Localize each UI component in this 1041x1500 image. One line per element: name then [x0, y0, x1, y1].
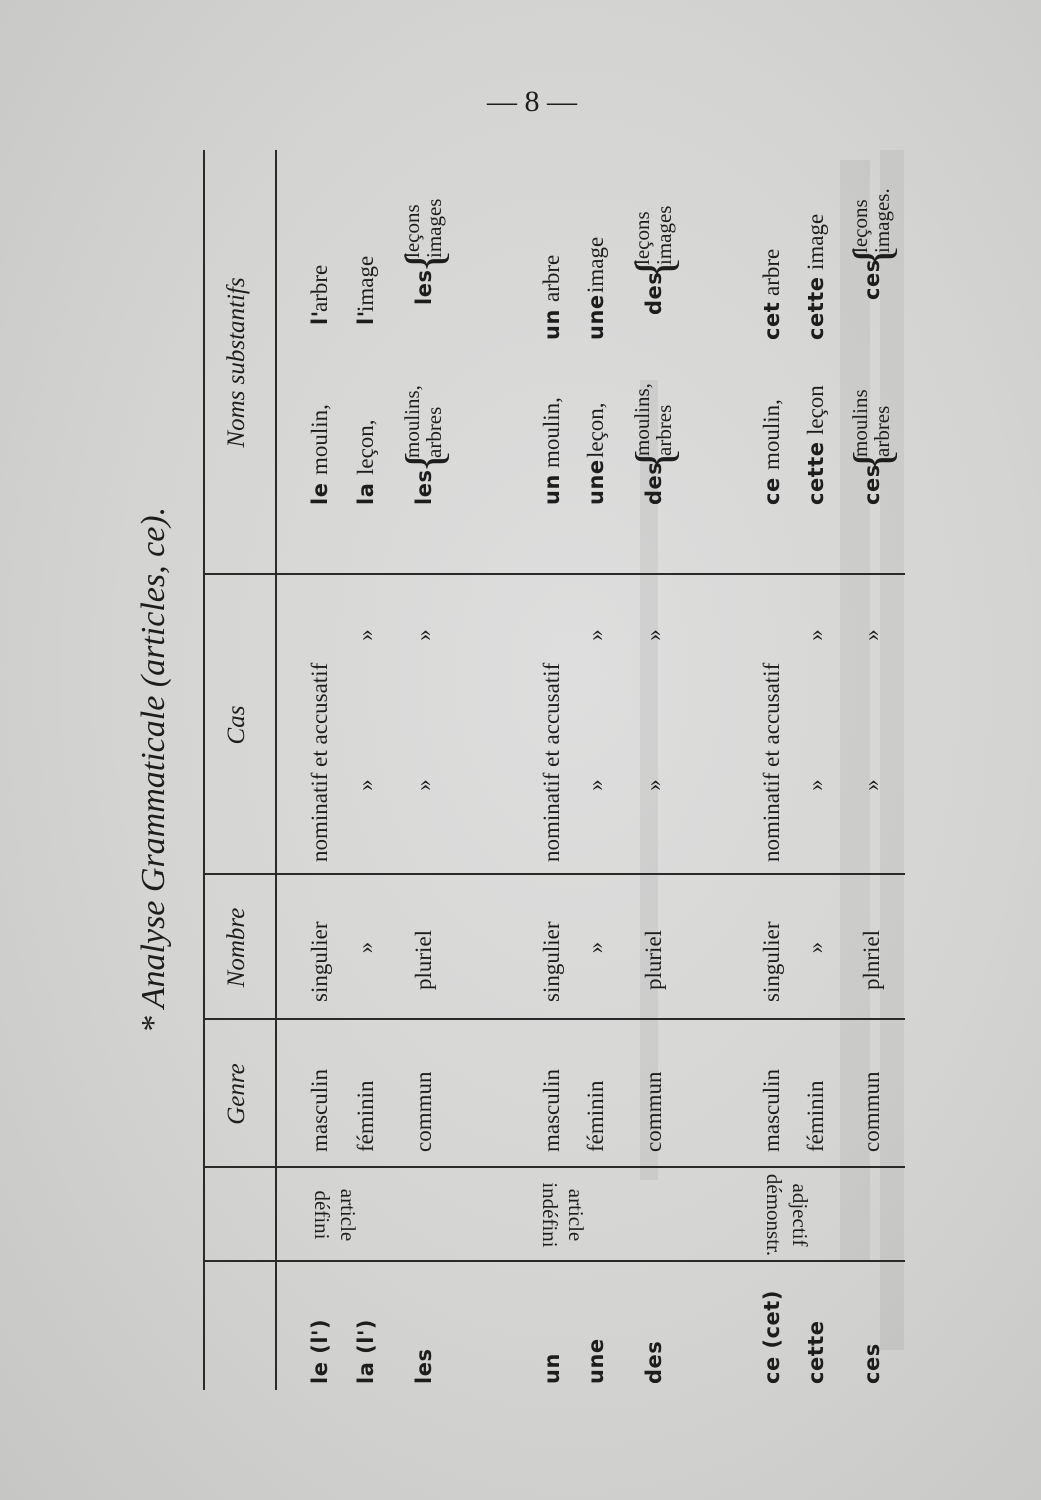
cas-cell: »: [859, 629, 884, 641]
cas-cell: »: [411, 629, 436, 641]
noun1-word: moulin,: [759, 399, 784, 470]
cas-cell: »: [353, 779, 378, 791]
column-rule-1: [203, 1261, 905, 1263]
noun2-plural-stack: [849, 188, 893, 253]
noun1-plural-top: moulins: [848, 389, 872, 457]
cas-cell: »: [859, 779, 884, 791]
noun1-word: leçon,: [353, 419, 378, 475]
genre-cell: commun: [411, 1071, 436, 1152]
nombre-cell: singulier: [307, 921, 332, 1002]
noun2-article: ces: [860, 259, 884, 300]
noun2-plural-bottom: images.: [870, 188, 894, 253]
cas-cell: »: [803, 629, 828, 641]
noun1-word: moulin,: [539, 397, 564, 468]
cas-cell: »: [803, 779, 828, 791]
noun2-word: arbre: [539, 254, 564, 302]
noun2-word: arbre: [759, 248, 784, 296]
article-cell: ces: [860, 1343, 884, 1384]
noun2-article: l': [354, 310, 378, 325]
genre-cell: masculin: [759, 1068, 784, 1152]
noun2-plural-bottom: images: [652, 205, 676, 265]
cas-cell: »: [411, 779, 436, 791]
column-rule-5: [203, 574, 905, 576]
noun1-plural-bottom: arbres: [870, 405, 894, 457]
group-type-line2: démonstr.: [762, 1173, 786, 1257]
noun2-word: image: [583, 236, 608, 293]
nombre-cell: plnriel: [859, 929, 884, 990]
noun2-article: une: [584, 294, 608, 340]
noun2-word: image: [803, 213, 828, 270]
grammar-table: [125, 150, 905, 1390]
cas-cell: »: [641, 629, 666, 641]
column-rule-2: [203, 1167, 905, 1169]
noun2-article: cet: [760, 301, 784, 340]
table-title: * Analyse Grammaticale (articles, ce).: [135, 506, 172, 1034]
noun1-word: leçon,: [583, 402, 608, 458]
cas-cell: »: [641, 779, 666, 791]
cas-cell: nominatif et accusatif: [307, 662, 332, 862]
group-type-line2: défini: [310, 1190, 334, 1240]
noun1-plural-top: moulins,: [630, 383, 654, 456]
nombre-cell: »: [803, 941, 828, 954]
article-cell: une: [584, 1338, 608, 1384]
noun1-article: des: [642, 461, 666, 505]
noun1-article: cette: [804, 441, 828, 505]
nombre-cell: singulier: [539, 921, 564, 1002]
cas-cell: »: [583, 779, 608, 791]
cas-cell: »: [353, 629, 378, 641]
genre-cell: féminin: [583, 1080, 608, 1152]
genre-cell: féminin: [803, 1080, 828, 1152]
noun1-word: moulin,: [307, 404, 332, 475]
noun1-plural-bottom: arbres: [652, 404, 676, 456]
page-number: — 8 —: [487, 85, 577, 118]
group-type-line2: indéfini: [538, 1182, 562, 1248]
noun1-article: une: [584, 459, 608, 505]
header-nombre: Nombre: [223, 907, 250, 988]
noun1-plural-stack: [631, 383, 675, 456]
noun2-plural-top: leçons: [630, 211, 654, 265]
group-type-line1: article: [564, 1188, 588, 1242]
noun1-article: ce: [760, 477, 784, 505]
noun2-plural-stack: [631, 206, 675, 265]
noun2-word: image: [353, 255, 378, 312]
brace-icon: {: [394, 249, 454, 273]
noun1-plural-stack: [849, 389, 893, 457]
noun1-article: le: [308, 482, 332, 505]
noun2-article: cette: [804, 276, 828, 340]
table-top-rule: [203, 150, 205, 1390]
genre-cell: commun: [641, 1071, 666, 1152]
noun2-plural-stack: [401, 199, 445, 258]
nombre-cell: »: [583, 941, 608, 954]
noun1-plural-top: moulins,: [400, 385, 424, 458]
noun2-article: les: [412, 269, 436, 305]
noun2-plural-bottom: images: [422, 198, 446, 258]
noun1-article: la: [354, 482, 378, 505]
group-type-line1: adjectif: [788, 1183, 812, 1247]
noun1-article: ces: [860, 464, 884, 505]
cas-cell: »: [583, 629, 608, 641]
article-cell: les: [412, 1348, 436, 1384]
article-cell: ce (cet): [760, 1290, 784, 1384]
genre-cell: féminin: [353, 1080, 378, 1152]
noun2-word: arbre: [307, 264, 332, 312]
noun2-article: l': [308, 310, 332, 325]
brace-icon: {: [394, 449, 454, 473]
header-rule: [275, 150, 277, 1390]
header-genre: Genre: [223, 1063, 250, 1125]
noun1-word: leçon: [803, 385, 828, 435]
nombre-cell: pluriel: [411, 929, 436, 990]
header-cas: Cas: [223, 705, 250, 745]
noun1-article: les: [412, 469, 436, 505]
article-cell: des: [642, 1340, 666, 1384]
genre-cell: masculin: [539, 1068, 564, 1152]
article-cell: le (l'): [308, 1318, 332, 1384]
group-type-line1: article: [336, 1188, 360, 1242]
brace-icon: {: [624, 256, 684, 280]
article-cell: un: [540, 1353, 564, 1384]
noun2-plural-top: leçons: [400, 204, 424, 258]
brace-icon: {: [842, 244, 902, 268]
cas-cell: nominatif et accusatif: [759, 662, 784, 862]
article-cell: cette: [804, 1320, 828, 1384]
nombre-cell: pluriel: [641, 929, 666, 990]
noun2-plural-top: leçons: [848, 199, 872, 253]
noun1-plural-bottom: arbres: [422, 406, 446, 458]
brace-icon: {: [842, 448, 902, 472]
noun1-plural-stack: [401, 385, 445, 458]
group-type-indefini: [533, 1170, 589, 1260]
genre-cell: masculin: [307, 1068, 332, 1152]
cas-cell: nominatif et accusatif: [539, 662, 564, 862]
header-noms: Noms substantifs: [223, 277, 250, 448]
group-type-defini: [305, 1170, 361, 1260]
noun2-article: des: [642, 271, 666, 315]
nombre-cell: singulier: [759, 921, 784, 1002]
brace-icon: {: [624, 447, 684, 471]
genre-cell: commun: [859, 1071, 884, 1152]
article-cell: la (l'): [354, 1318, 378, 1384]
noun1-article: un: [540, 474, 564, 505]
group-type-demonstratif: [757, 1170, 813, 1260]
nombre-cell: »: [353, 941, 378, 954]
noun2-article: un: [540, 309, 564, 340]
